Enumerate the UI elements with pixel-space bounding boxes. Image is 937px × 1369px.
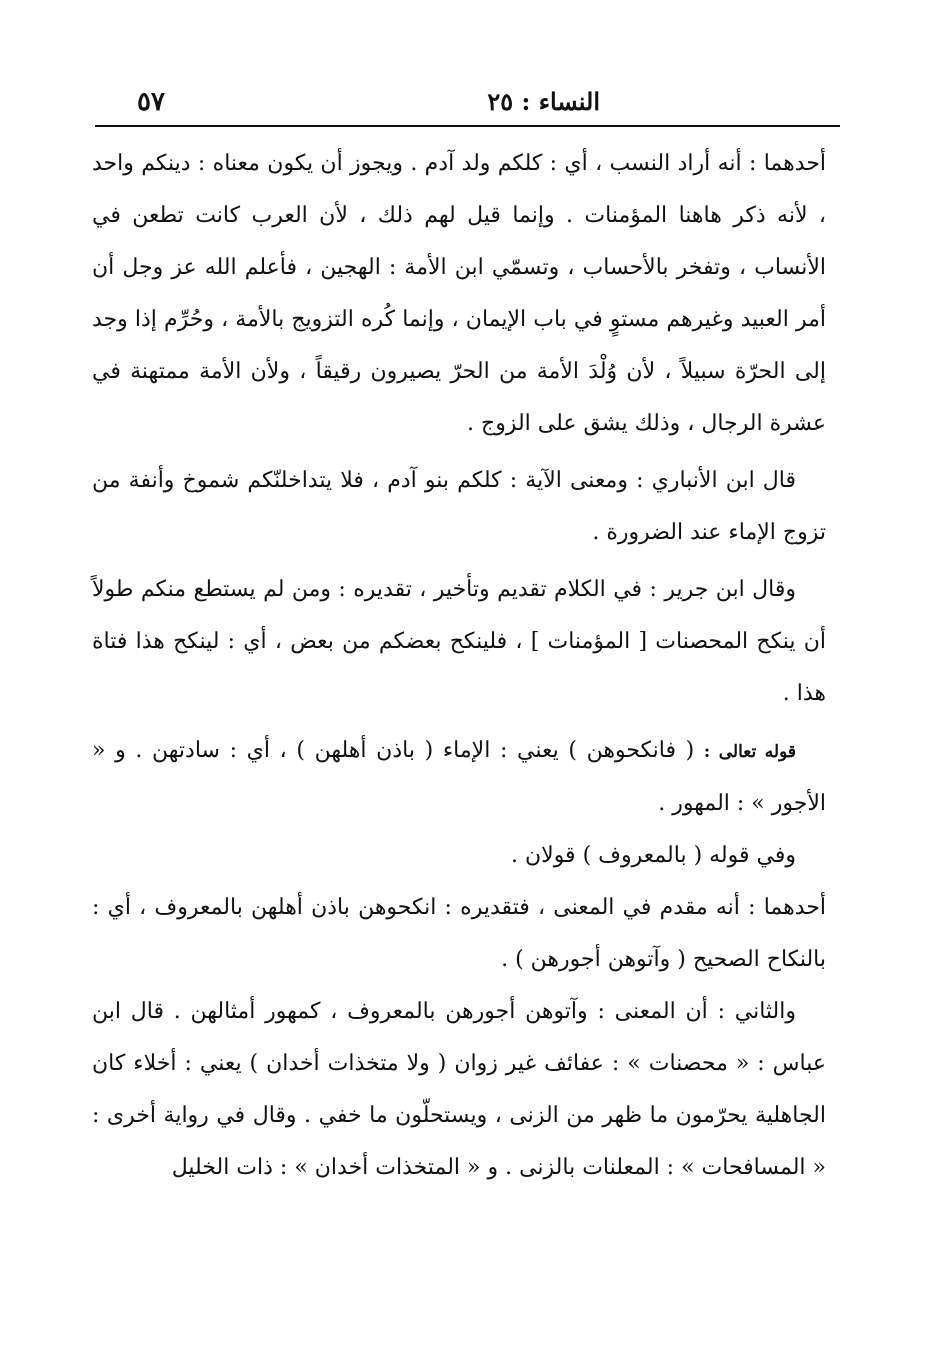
paragraph-1: [92, 138, 826, 450]
paragraph-text: قال ابن الأنباري : ومعنى الآية : كلكم بنو آدم ، فلا يتداخلنّكم شموخ وأنفة من تزوج الإماء عند الضرورة .: [92, 468, 826, 545]
paragraph-7: [92, 986, 826, 1194]
paragraph-text: والثاني : أن المعنى : وآتوهن أجورهن بالمعروف ، كمهور أمثالهن . قال ابن عباس : « محصنات » : عفائف غير زوان ( ولا متخذات أخدان ) يعني : أخلاء كان الجاهلية يحرّمون ما ظهر من الزنى ، ويستحلّون ما خفي . وقال في رواية أخرى : « المسافحات » : المعلنات بالزنى . و « المتخذات أخدان » : ذات الخليل: [92, 999, 826, 1180]
header-rule: [95, 125, 840, 127]
page-header: [95, 84, 840, 124]
paragraph-text: وقال ابن جرير : في الكلام تقديم وتأخير ، تقديره : ومن لم يستطع منكم طولاً أن ينكح المحصنات [ المؤمنات ] ، فلينكح بعضكم من بعض ، أي : لينكح هذا فتاة هذا .: [92, 577, 826, 706]
paragraph-5: [92, 830, 826, 882]
paragraph-4: [92, 725, 826, 830]
page-body: [92, 138, 826, 1194]
page-number: ٥٧: [137, 87, 165, 117]
paragraph-6: [92, 882, 826, 986]
paragraph-lead: قوله تعالى :: [703, 742, 796, 762]
paragraph-text: أحدهما : أنه أراد النسب ، أي : كلكم ولد آدم . ويجوز أن يكون معناه : دينكم واحد ، لأنه ذكر هاهنا المؤمنات . وإنما قيل لهم ذلك ، لأن العرب كانت تطعن في الأنساب ، وتفخر بالأحساب ، وتسمّي ابن الأمة : الهجين ، فأعلم الله عز وجل أن أمر العبيد وغيرهم مستوٍ في باب الإيمان ، وإنما كُره التزويج بالأمة ، وحُرِّم إذا وجد إلى الحرّة سبيلاً ، لأن وُلْدَ الأمة من الحرّ يصيرون رقيقاً ، ولأن الأمة ممتهنة في عشرة الرجال ، وذلك يشق على الزوج .: [92, 151, 826, 436]
paragraph-text: أحدهما : أنه مقدم في المعنى ، فتقديره : انكحوهن باذن أهلهن بالمعروف ، أي : بالنكاح الصحيح ( وآتوهن أجورهن ) .: [92, 895, 826, 972]
paragraph-text: وفي قوله ( بالمعروف ) قولان .: [511, 843, 796, 868]
paragraph-3: [92, 564, 826, 720]
running-head: النساء : ٢٥: [487, 87, 600, 116]
paragraph-text: ( فانكحوهن ) يعني : الإماء ( باذن أهلهن ) ، أي : سادتهن . و « الأجور » : المهور .: [92, 738, 826, 816]
paragraph-2: [92, 455, 826, 559]
